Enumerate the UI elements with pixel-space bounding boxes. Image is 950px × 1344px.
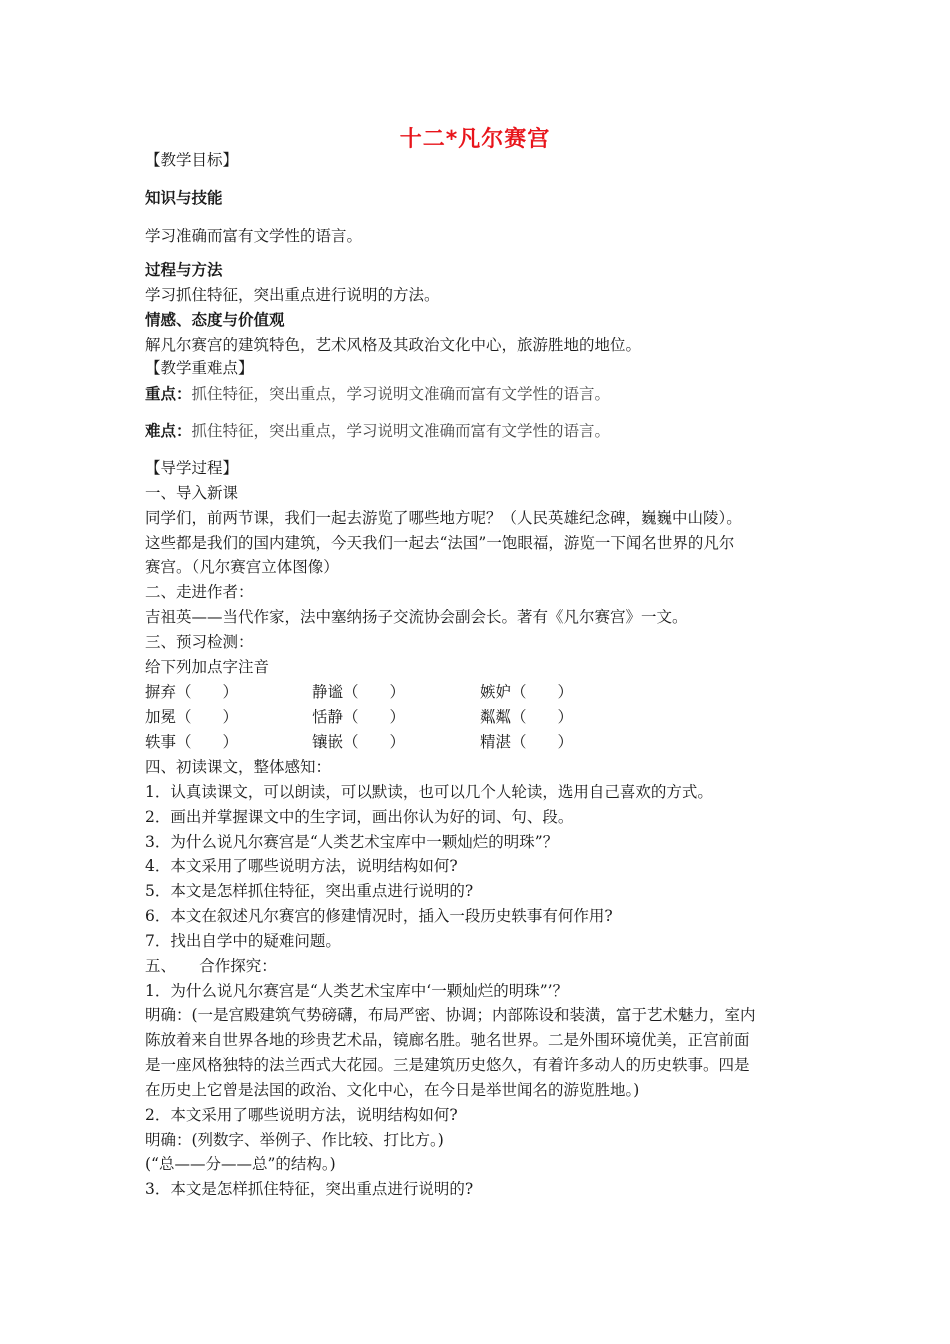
difficult-points-line [145, 421, 610, 441]
section1-line: 同学们，前两节课，我们一起去游览了哪些地方呢？（人民英雄纪念碑，巍巍中山陵）。 [145, 509, 742, 527]
emotion-text: 解凡尔赛宫的建筑特色，艺术风格及其政治文化中心，旅游胜地的地位。 [145, 336, 642, 354]
guide-heading: 【导学过程】 [145, 459, 239, 477]
section1-heading: 一、导入新课 [145, 484, 239, 502]
difficult-points-text: 抓住特征，突出重点，学习说明文准确而富有文学性的语言。 [191, 422, 611, 440]
section3-instruction: 给下列加点字注音 [145, 658, 270, 676]
process-text: 学习抓住特征，突出重点进行说明的方法。 [145, 286, 440, 304]
pinyin-item: 镶嵌（ ） [312, 733, 406, 751]
pinyin-item: 静谧（ ） [312, 683, 406, 701]
section5-line: 1．为什么说凡尔赛宫是“人类艺术宝库中‘一颗灿烂的明珠”’？ [145, 982, 569, 1000]
pinyin-item: 嫉妒（ ） [480, 683, 574, 701]
section5-heading: 五、 合作探究： [145, 957, 277, 975]
pinyin-item: 恬静（ ） [312, 708, 406, 726]
section5-line: 是一座风格独特的法兰西式大花园。三是建筑历史悠久，有着许多动人的历史轶事。四是 [145, 1056, 750, 1074]
section4-heading: 四、初读课文，整体感知： [145, 758, 332, 776]
key-points-line [145, 384, 610, 404]
knowledge-text: 学习准确而富有文学性的语言。 [145, 227, 363, 245]
section1-line: 赛宫。（凡尔赛宫立体图像） [145, 558, 339, 576]
process-heading: 过程与方法 [145, 261, 223, 279]
key-points-label: 重点： [145, 385, 192, 403]
pinyin-item: 摒弃（ ） [145, 683, 239, 701]
section1-line: 这些都是我们的国内建筑，今天我们一起去“法国”一饱眼福，游览一下闻名世界的凡尔 [145, 534, 735, 552]
section3-heading: 三、预习检测： [145, 633, 254, 651]
section2-text: 吉祖英——当代作家，法中塞纳扬子交流协会副会长。著有《凡尔赛宫》一文。 [145, 608, 688, 626]
section5-line: 3．本文是怎样抓住特征，突出重点进行说明的? [145, 1180, 474, 1198]
section4-item: 5．本文是怎样抓住特征，突出重点进行说明的? [145, 882, 474, 900]
page-title: 十二*凡尔赛宫 [399, 127, 551, 152]
section5-line: 2．本文采用了哪些说明方法，说明结构如何? [145, 1106, 458, 1124]
section5-line: 明确：(一是宫殿建筑气势磅礴，布局严密、协调；内部陈设和装潢，富于艺术魅力，室内 [145, 1006, 756, 1024]
section4-item: 3．为什么说凡尔赛宫是“人类艺术宝库中一颗灿烂的明珠”？ [145, 833, 559, 851]
pinyin-item: 加冕（ ） [145, 708, 239, 726]
pinyin-item: 轶事（ ） [145, 733, 239, 751]
section4-item: 4．本文采用了哪些说明方法，说明结构如何? [145, 857, 458, 875]
key-points-text: 抓住特征，突出重点，学习说明文准确而富有文学性的语言。 [191, 385, 611, 403]
section4-item: 2．画出并掌握课文中的生字词，画出你认为好的词、句、段。 [145, 808, 574, 826]
section5-line: 明确：(列数字、举例子、作比较、打比方。) [145, 1131, 444, 1149]
pinyin-item: 粼粼（ ） [480, 708, 574, 726]
section5-line: (“总——分——总”的结构。) [145, 1155, 336, 1173]
difficult-points-label: 难点： [145, 422, 192, 440]
section2-heading: 二、走进作者： [145, 583, 254, 601]
emotion-heading: 情感、态度与价值观 [145, 311, 285, 329]
pinyin-item: 精湛（ ） [480, 733, 574, 751]
goals-heading: 【教学目标】 [145, 151, 239, 169]
section4-item: 6．本文在叙述凡尔赛宫的修建情况时，插入一段历史轶事有何作用? [145, 907, 613, 925]
section4-item: 1．认真读课文，可以朗读，可以默读，也可以几个人轮读，选用自己喜欢的方式。 [145, 783, 713, 801]
section5-line: 陈放着来自世界各地的珍贵艺术品，镜廊名胜。驰名世界。二是外围环境优美，正宫前面 [145, 1031, 750, 1049]
knowledge-heading: 知识与技能 [145, 189, 223, 207]
section5-line: 在历史上它曾是法国的政治、文化中心，在今日是举世闻名的游览胜地。) [145, 1081, 640, 1099]
key-heading: 【教学重难点】 [145, 359, 254, 377]
section4-item: 7．找出自学中的疑难问题。 [145, 932, 341, 950]
